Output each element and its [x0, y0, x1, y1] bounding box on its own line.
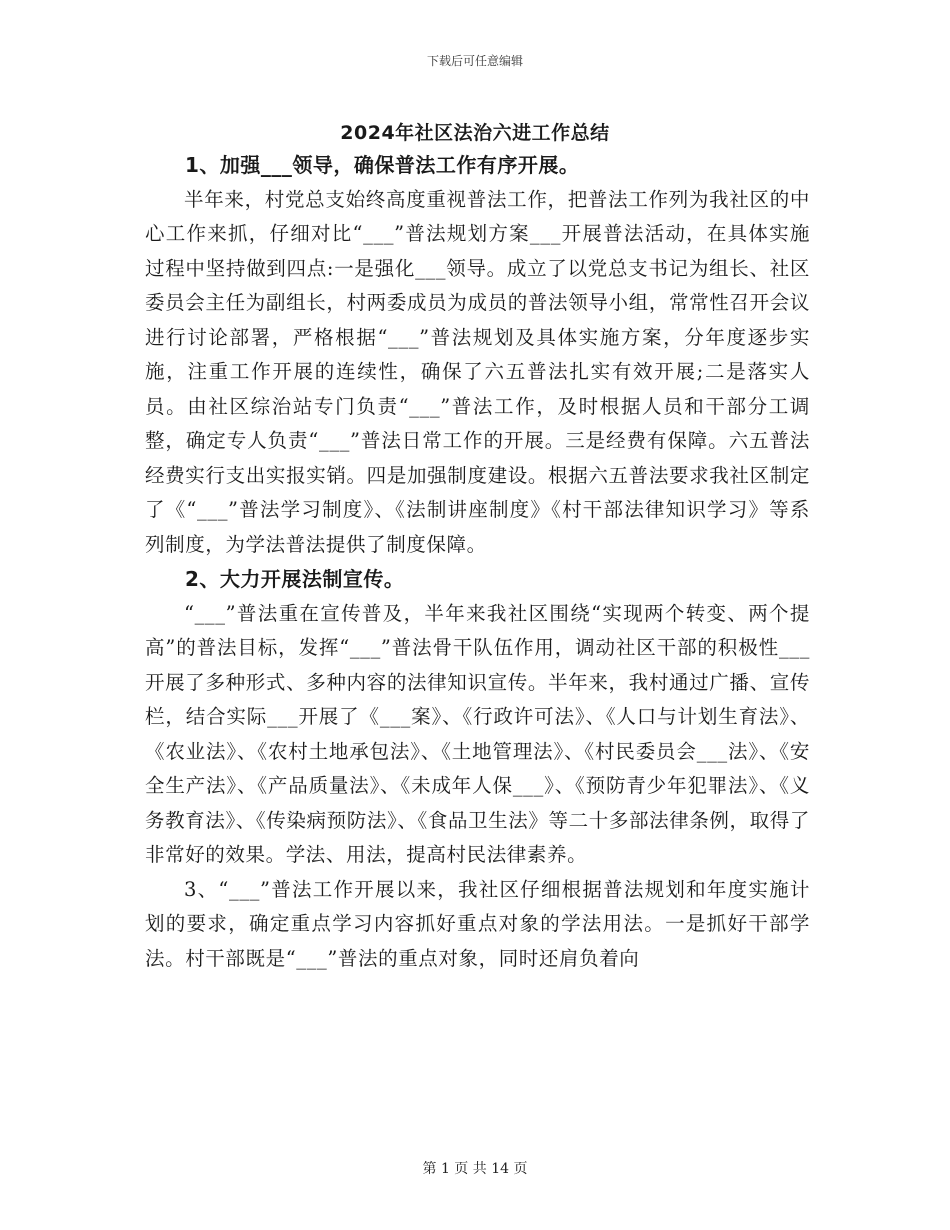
section-1-paragraph: 半年来，村党总支始终高度重视普法工作，把普法工作列为我社区的中心工作来抓，仔细对比“___”普法规划方案___开展普法活动，在具体实施过程中坚持做到四点:一是强化___领导。成立了以党总支书记为组长、社区委员会主任为副组长，村两委成员为成员的普法领导小组，常常性召开会议进行讨论部署，严格根据“___”普法规划及具体实施方案，分年度逐步实施，注重工作开展的连续性，确保了六五普法扎实有效开展;二是落实人员。由社区综治站专门负责“___”普法工作，及时根据人员和干部分工调整，确定专人负责“___”普法日常工作的开展。三是经费有保障。六五普法经费实行支出实报实销。四是加强制度建设。根据六五普法要求我社区制定了《“___”普法学习制度》、《法制讲座制度》《村干部法律知识学习》等系列制度，为学法普法提供了制度保障。: [145, 187, 810, 556]
document-title: 2024年社区法治六进工作总结: [340, 122, 610, 144]
page-number-footer: 第 1 页 共 14 页: [422, 1161, 528, 1177]
page-header-note: 下载后可任意编辑: [426, 54, 523, 68]
section-3-paragraph: 3、“___”普法工作开展以来，我社区仔细根据普法规划和年度实施计划的要求，确定重点学习内容抓好重点对象的学法用法。一是抓好干部学法。村干部既是“___”普法的重点对象，同时还肩负着向: [145, 877, 810, 970]
document-body: [145, 148, 810, 976]
section-2-paragraph: “___”普法重在宣传普及，半年来我社区围绕“实现两个转变、两个提高”的普法目标，发挥“___”普法骨干队伍作用，调动社区干部的积极性___开展了多种形式、多种内容的法律知识宣传。半年来，我村通过广播、宣传栏，结合实际___开展了《___案》、《行政许可法》、《人口与计划生育法》、《农业法》、《农村土地承包法》、《土地管理法》、《村民委员会___法》、《安全生产法》、《产品质量法》、《未成年人保___》、《预防青少年犯罪法》、《义务教育法》、《传染病预防法》、《食品卫生法》等二十多部法律条例，取得了非常好的效果。学法、用法，提高村民法律素养。: [145, 601, 810, 866]
section-2-heading: 2、大力开展法制宣传。: [185, 567, 405, 591]
section-1-heading: 1、加强___领导，确保普法工作有序开展。: [185, 153, 580, 177]
